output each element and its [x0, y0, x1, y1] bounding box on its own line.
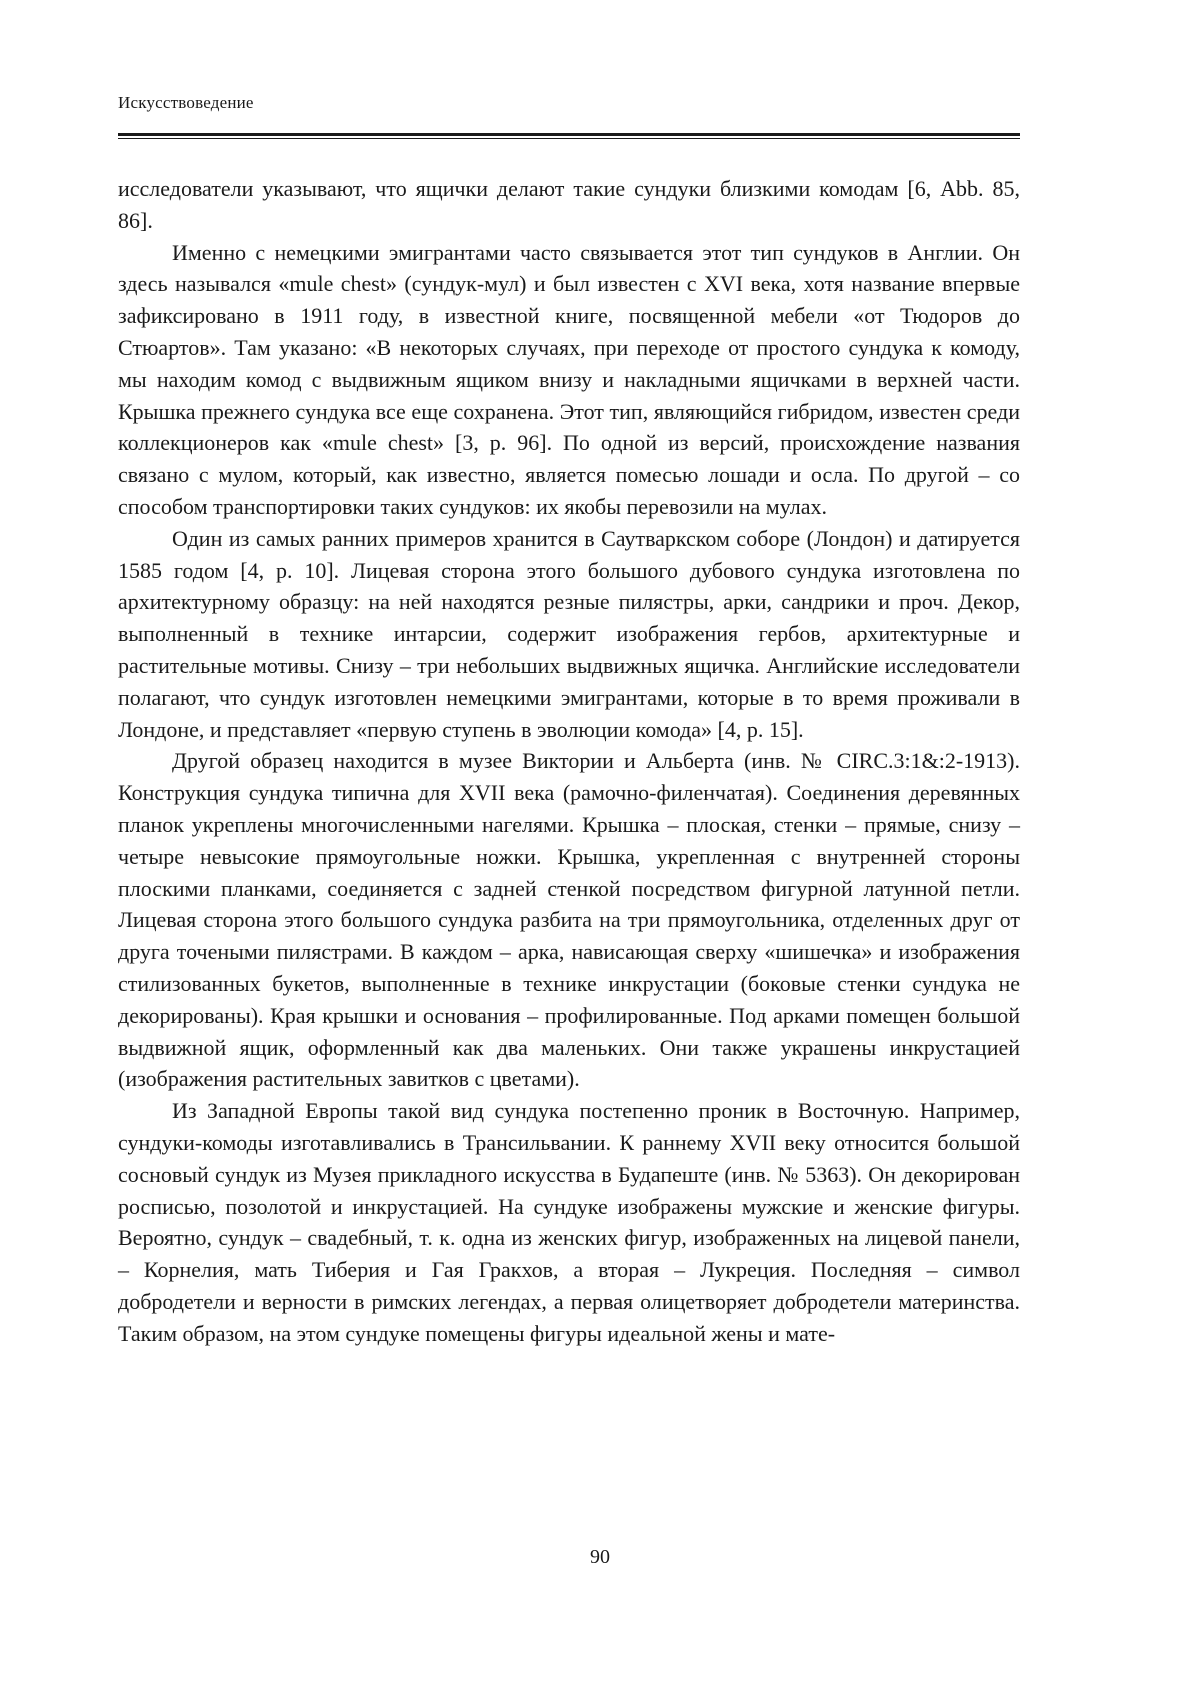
header-rule-thick — [118, 133, 1020, 136]
paragraph-continuation: исследователи указывают, что ящички делают такие сундуки близкими комодам [6, Abb. 85, 86]. — [118, 176, 1020, 233]
running-header: Искусствоведение — [118, 93, 254, 112]
paragraph: Один из самых ранних примеров хранится в Саутваркском соборе (Лондон) и датируется 1585 годом [4, p. 10]. Лицевая сторона этого большого дубового сундука изготовлена по архитектурному образцу: на ней находятся резные пилястры, арки, сандрики и проч. Декор, выполненный в технике интарсии, содержит изображения гербов, архитектурные и растительные мотивы. Снизу – три небольших выдвижных ящичка. Английские исследователи полагают, что сундук изготовлен немецкими эмигрантами, которые в то время проживали в Лондоне, и представляет «первую ступень в эволюции комода» [4, p. 15]. — [118, 525, 1020, 742]
paragraph: Другой образец находится в музее Виктории и Альберта (инв. № CIRC.3:1&:2-1913). Конструкция сундука типична для XVII века (рамочно-филенчатая). Соединения деревянных планок укреплены многочисленными нагелями. Крышка – плоская, стенки – прямые, снизу – четыре невысокие прямоугольные ножки. Крышка, укрепленная с внутренней стороны плоскими планками, соединяется с задней стенкой посредством фигурной латунной петли. Лицевая сторона этого большого сундука разбита на три прямоугольника, отделенных друг от друга точеными пилястрами. В каждом – арка, нависающая сверху «шишечка» и изображения стилизованных букетов, выполненные в технике инкрустации (боковые стенки сундука не декорированы). Края крышки и основания – профилированные. Под арками помещен большой выдвижной ящик, оформленный как два маленьких. Они также украшены инкрустацией (изображения растительных завитков с цветами). — [118, 748, 1020, 1092]
paragraph: Именно с немецкими эмигрантами часто связывается этот тип сундуков в Англии. Он здесь назывался «mule chest» (сундук-мул) и был известен с XVI века, хотя название впервые зафиксировано в 1911 году, в известной книге, посвященной мебели «от Тюдоров до Стюартов». Там указано: «В некоторых случаях, при переходе от простого сундука к комоду, мы находим комод с выдвижным ящиком внизу и накладными ящичками в верхней части. Крышка прежнего сундука все еще сохранена. Этот тип, являющийся гибридом, известен среди коллекционеров как «mule chest» [3, p. 96]. По одной из версий, происхождение названия связано с мулом, который, как известно, является помесью лошади и осла. По другой – со способом транспортировки таких сундуков: их якобы перевозили на мулах. — [118, 239, 1020, 519]
paragraph: Из Западной Европы такой вид сундука постепенно проник в Восточную. Например, сундуки-комоды изготавливались в Трансильвании. К раннему XVII веку относится большой сосновый сундук из Музея прикладного искусства в Будапеште (инв. № 5363). Он декорирован росписью, позолотой и инкрустацией. На сундуке изображены мужские и женские фигуры. Вероятно, сундук – свадебный, т. к. одна из женских фигур, изображенных на лицевой панели, – Корнелия, мать Тиберия и Гая Гракхов, а вторая – Лукреция. Последняя – символ добродетели и верности в римских легендах, а первая олицетворяет добродетели материнства. Таким образом, на этом сундуке помещены фигуры идеальной жены и мате- — [118, 1098, 1020, 1346]
body-text — [118, 173, 1020, 1349]
page-number: 90 — [590, 1546, 610, 1568]
header-rule-thin — [118, 138, 1020, 139]
